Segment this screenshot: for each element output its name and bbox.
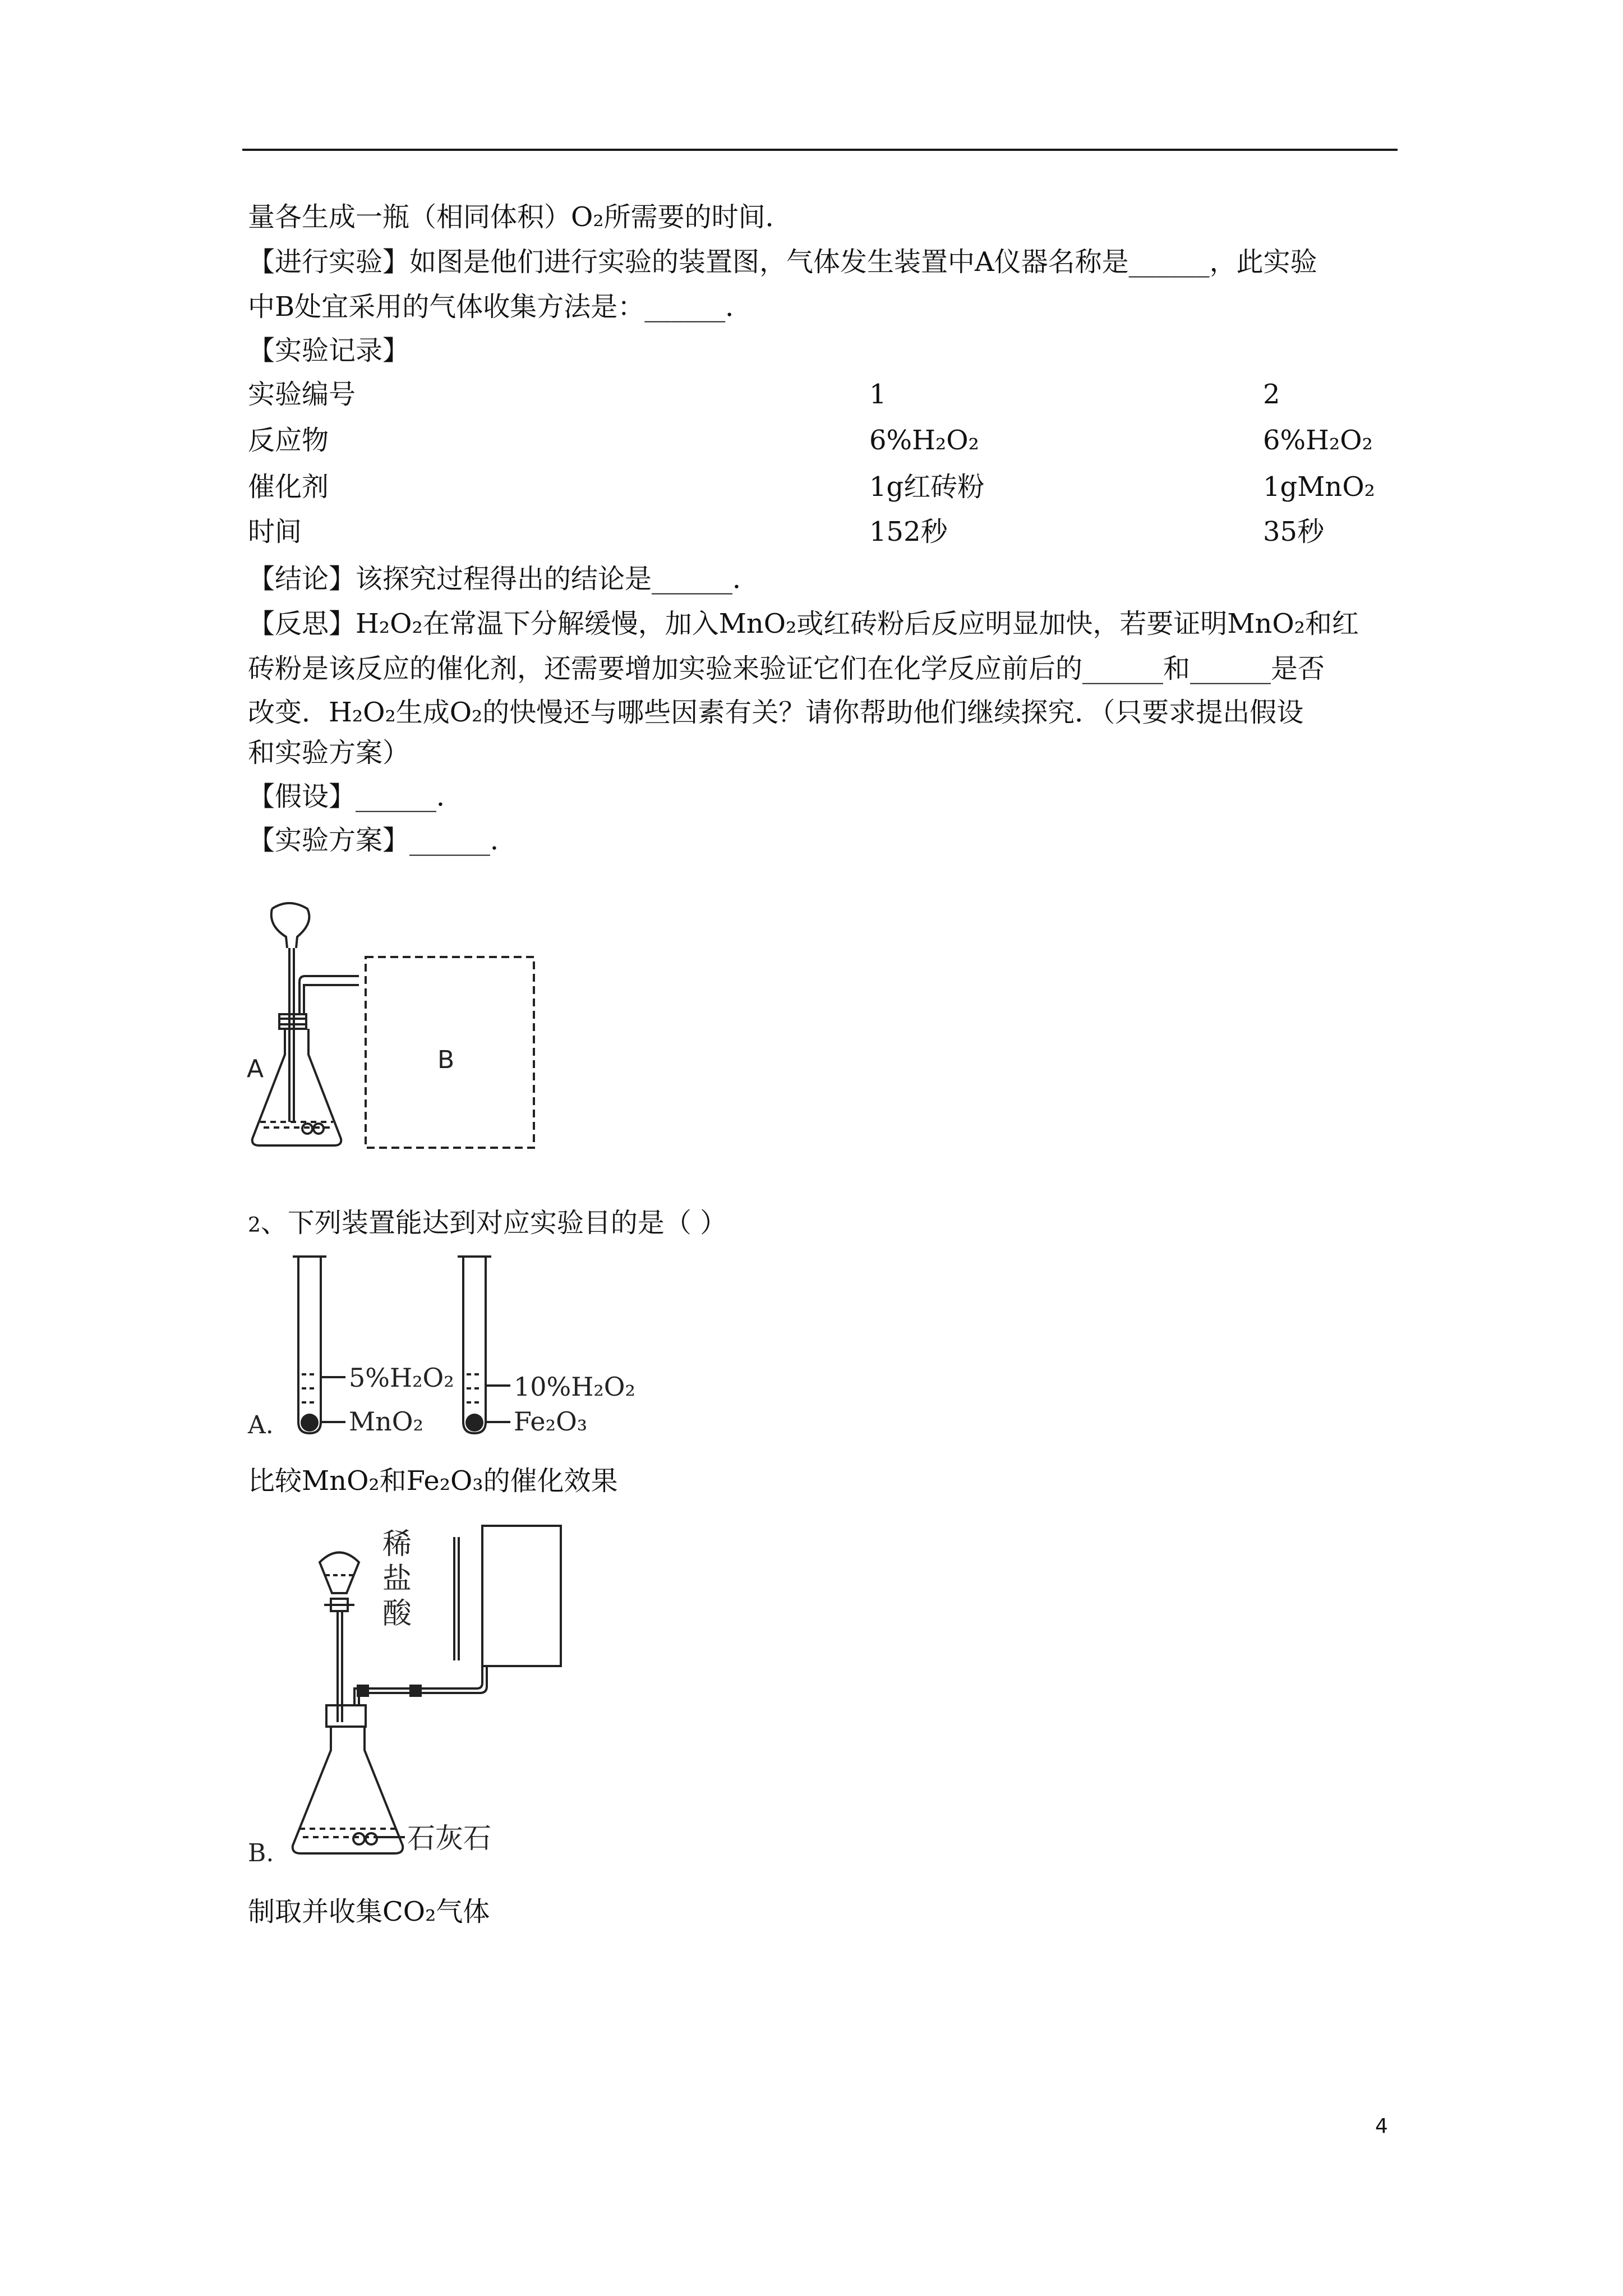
table-row [248,515,1325,549]
option-a-test-tubes-figure [241,1251,667,1436]
option-a-letter: A. [248,1411,274,1436]
question-number: 2 [248,1214,261,1237]
page-number: 4 [1375,2115,1388,2138]
acid-label-char: 酸 [382,1597,412,1631]
text-line: 和实验方案） [248,737,410,769]
text-line: 量各生成一瓶（相同体积）O₂所需要的时间． [248,201,792,233]
text-line: 【反思】H₂O₂在常温下分解缓慢，加入MnO₂或红砖粉后反应明显加快，若要证明MnO₂和红 [248,608,1359,639]
tube2-liquid-label: 10%H₂O₂ [514,1372,635,1402]
table-cell-label: 实验编号 [248,379,356,410]
table-cell: 6%H₂O₂ [869,425,979,456]
table-cell: 2 [1263,379,1280,410]
text-line: 【实验记录】 [248,335,410,366]
table-cell: 1 [869,379,887,410]
limestone-label: 石灰石 [407,1822,491,1855]
option-b-caption: 制取并收集CO₂气体 [248,1896,490,1927]
text-line: 【假设】______． [248,781,464,812]
question-2-stem [248,1206,727,1243]
table-cell: 35秒 [1263,516,1325,547]
acid-label [382,1527,421,1631]
text-line: 砖粉是该反应的催化剂，还需要增加实验来验证它们在化学反应前后的______和______是否 [248,653,1325,684]
acid-label-char: 盐 [382,1562,412,1596]
table-cell: 1gMnO₂ [1263,471,1375,503]
label-a: A [247,1055,264,1083]
table-cell-label: 催化剂 [248,471,329,503]
table-cell: 1g红砖粉 [869,471,985,503]
header-rule [242,149,1398,151]
text-line: 【实验方案】______． [248,825,518,856]
table-cell-label: 时间 [248,516,302,547]
option-b-letter: B. [248,1839,274,1867]
question-text: 、下列装置能达到对应实验目的是（ ） [260,1207,727,1239]
table-row [248,378,1280,411]
tube2-solid-label: Fe₂O₃ [514,1406,588,1436]
tube1-liquid-label: 5%H₂O₂ [349,1363,454,1393]
acid-label-char: 稀 [382,1527,412,1561]
label-b: B [437,1046,455,1074]
table-row [248,470,1375,504]
table-row [248,424,1373,457]
option-a-caption: 比较MnO₂和Fe₂O₃的催化效果 [248,1465,618,1497]
table-cell: 6%H₂O₂ [1263,425,1373,456]
text-line: 【进行实验】如图是他们进行实验的装置图，气体发生装置中A仪器名称是______，此实验 [248,246,1317,278]
option-b-co2-apparatus-figure [241,1515,600,1874]
text-line: 改变．H₂O₂生成O₂的快慢还与哪些因素有关？请你帮助他们继续探究．（只要求提出假设 [248,697,1304,728]
table-cell: 152秒 [869,516,948,547]
gas-generation-apparatus-figure [241,892,555,1161]
text-line: 中B处宜采用的气体收集方法是：______． [248,291,753,323]
text-line: 【结论】该探究过程得出的结论是______． [248,563,760,595]
table-cell-label: 反应物 [248,425,329,456]
tube1-solid-label: MnO₂ [349,1406,423,1436]
